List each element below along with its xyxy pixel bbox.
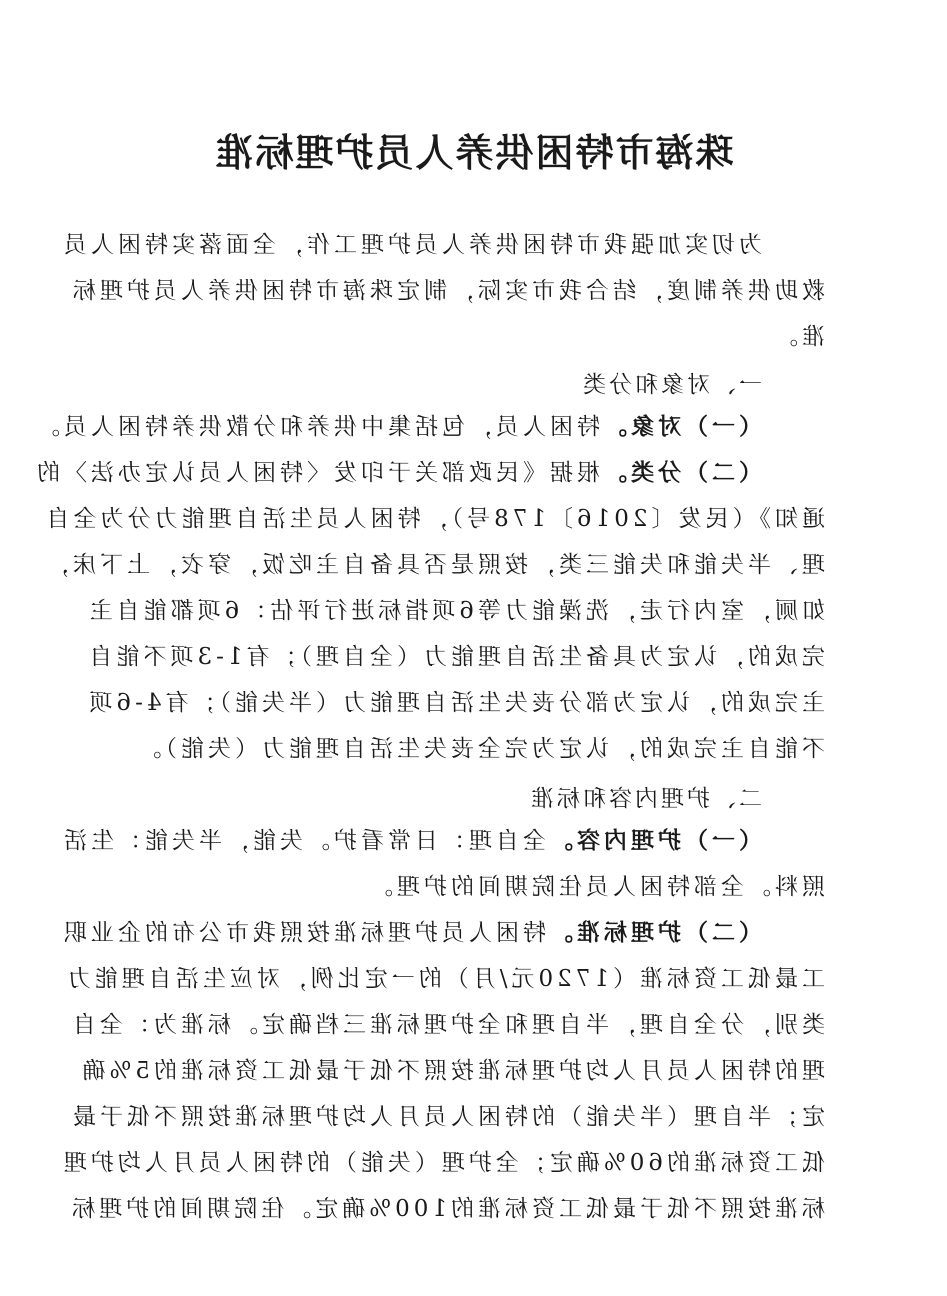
section-2-item-2-line-7: 标准按照不低于最低工资标准的100%确定。住院期间的护理标 (68, 1196, 825, 1222)
section-1-item-2-line-5: 完成的，认定为具备生活自理能力（全自理）；有1-3项不能自 (85, 644, 825, 670)
section-2-item-2-line-6: 低工资标准的60%确定；全护理（失能）的特困人员月人均护理 (59, 1150, 825, 1176)
section-1-item-2-text: 根据《民政部关于印发〈特困人员认定办法〉的 (33, 460, 600, 486)
section-1-heading: 一、对象和分类 (580, 372, 762, 398)
section-2-item-2 (60, 918, 762, 948)
section-2-item-1-label: （一）护理内容。 (546, 828, 762, 854)
section-2-item-2-line-5: 定；半自理（半失能）的特困人员月人均护理标准按照不低于最 (69, 1104, 825, 1130)
section-1-item-2-line-2: 通知》（民发〔2016〕178号），特困人员生活自理能力分为全自 (42, 506, 825, 532)
section-1-item-2 (33, 458, 762, 488)
section-2-item-1-line-2: 照料。全部特困人员住院期间的护理。 (366, 874, 825, 900)
intro-line-2: 救助供养制度，结合我市实际，制定珠海市特困供养人员护理标 (69, 278, 825, 304)
section-2-item-2-label: （二）护理标准。 (546, 920, 762, 946)
section-2-item-2-line-3: 类别，分全自理，半自理和全护理标准三档确定。标准为：全自 (69, 1012, 825, 1038)
section-1-item-1-label: （一）对象。 (600, 414, 762, 440)
page-title: 珠海市特困供养人员护理标准 (213, 131, 734, 175)
section-2-heading: 二、护理内容和标准 (528, 786, 762, 812)
section-2-item-2-text: 特困人员护理标准按照我市公布的企业职 (60, 920, 546, 946)
section-1-item-2-line-4: 如厕，室内行走，洗澡能力等6项指标进行评估：6项都能自主 (85, 598, 825, 624)
section-1-item-2-line-3: 理、半失能和失能三类，按照是否具备自主吃饭，穿衣，上下床， (42, 552, 825, 578)
section-1-item-1-text: 特困人员，包括集中供养和分散供养特困人员。 (33, 414, 600, 440)
section-2-item-1 (60, 826, 762, 856)
intro-line-3: 准。 (771, 324, 825, 350)
section-1-item-2-line-6: 主完成的，认定为部分丧失生活自理能力（半失能）；有4-6项 (85, 690, 825, 716)
section-1-item-2-line-7: 不能自主完成的，认定为完全丧失生活自理能力（失能）。 (134, 736, 825, 762)
section-1-item-1 (33, 412, 762, 442)
section-1-item-2-label: （二）分类。 (600, 460, 762, 486)
section-2-item-2-line-4: 理的特困人员月人均护理标准按照不低于最低工资标准的5%确 (78, 1058, 825, 1084)
section-2-item-1-text: 全自理：日常看护。失能，半失能：生活 (60, 828, 546, 854)
section-2-item-2-line-2: 工最低工资标准（1720元/月）的一定比例，对应生活自理能力 (63, 966, 825, 992)
intro-line-1: 为切实加强我市特困供养人员护理工作，全面落实特困人员 (60, 232, 762, 258)
